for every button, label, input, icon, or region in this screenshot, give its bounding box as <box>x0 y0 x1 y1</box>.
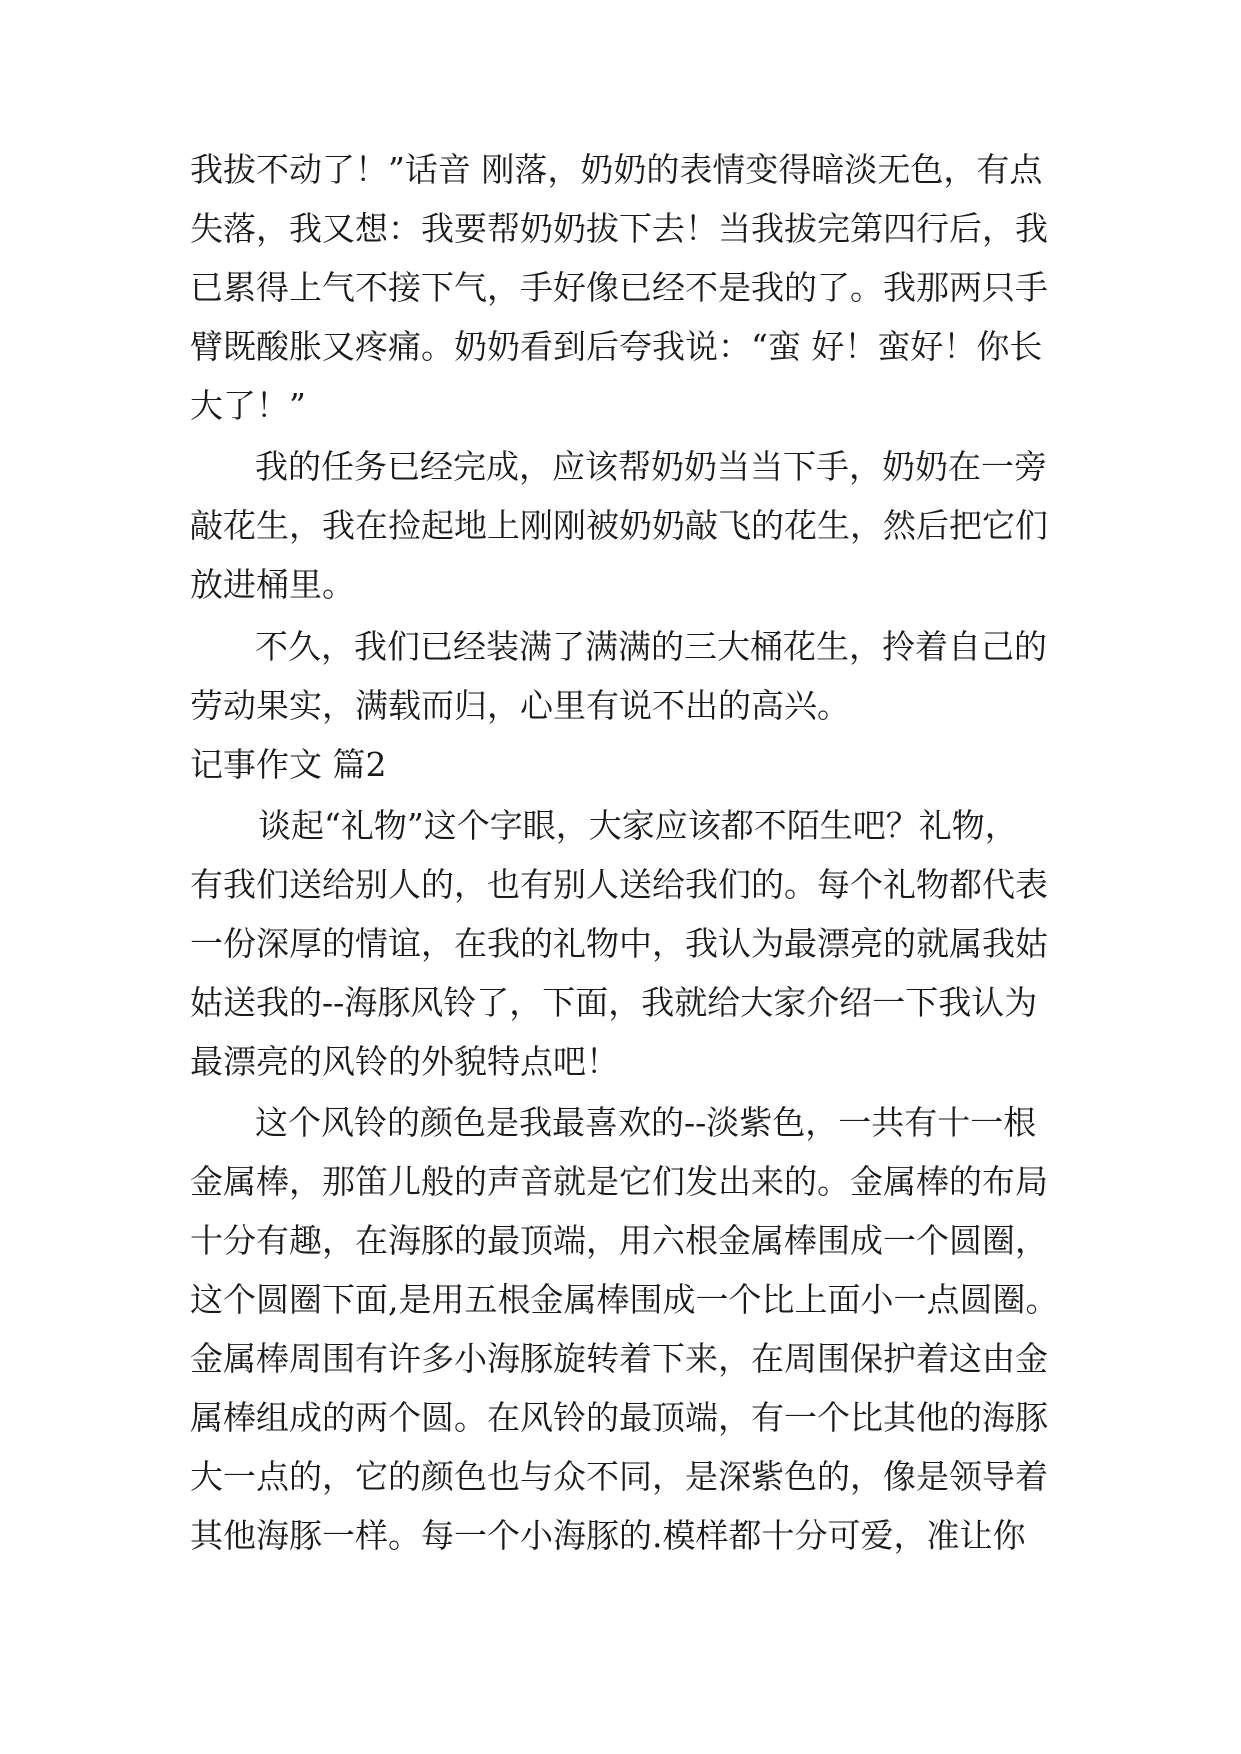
text-line: 臂既酸胀又疼痛。奶奶看到后夸我说：“蛮 好！蛮好！你长 <box>190 327 1043 366</box>
text-line: 最漂亮的风铃的外貌特点吧！ <box>190 1042 619 1081</box>
text-line: 一份深厚的情谊，在我的礼物中，我认为最漂亮的就属我姑 <box>190 924 1048 963</box>
text-line: 我的任务已经完成，应该帮奶奶当当下手，奶奶在一旁 <box>255 447 1047 486</box>
text-line: 已累得上气不接下气，手好像已经不是我的了。我那两只手 <box>190 268 1048 307</box>
text-line: 这个风铃的颜色是我最喜欢的--淡紫色，一共有十一根 <box>255 1103 1037 1142</box>
text-line: 大了！” <box>190 386 306 425</box>
text-line: 放进桶里。 <box>190 565 355 604</box>
text-line: 谈起“礼物”这个字眼，大家应该都不陌生吧？礼物， <box>258 806 1018 845</box>
text-line: 劳动果实，满载而归，心里有说不出的高兴。 <box>190 686 850 725</box>
text-line: 其他海豚一样。每一个小海豚的.模样都十分可爱，准让你 <box>190 1516 1026 1555</box>
text-line: 金属棒，那笛儿般的声音就是它们发出来的。金属棒的布局 <box>190 1162 1048 1201</box>
text-line: 失落，我又想：我要帮奶奶拔下去！当我拔完第四行后，我 <box>190 209 1048 248</box>
text-line: 金属棒周围有许多小海豚旋转着下来，在周围保护着这由金 <box>190 1339 1048 1378</box>
text-line: 敲花生，我在捡起地上刚刚被奶奶敲飞的花生，然后把它们 <box>190 506 1048 545</box>
text-line: 我拔不动了！”话音 刚落，奶奶的表情变得暗淡无色，有点 <box>190 150 1043 189</box>
text-line: 大一点的，它的颜色也与众不同，是深紫色的，像是领导着 <box>190 1457 1048 1496</box>
text-line: 姑送我的--海豚风铃了，下面，我就给大家介绍一下我认为 <box>190 983 1038 1022</box>
text-line: 这个圆圈下面,是用五根金属棒围成一个比上面小一点圆圈。 <box>190 1280 1059 1319</box>
text-line: 有我们送给别人的，也有别人送给我们的。每个礼物都代表 <box>190 865 1048 904</box>
section-heading: 记事作文 篇2 <box>190 745 387 784</box>
text-line: 十分有趣，在海豚的最顶端，用六根金属棒围成一个圆圈， <box>190 1221 1048 1260</box>
text-line: 属棒组成的两个圆。在风铃的最顶端，有一个比其他的海豚 <box>190 1398 1048 1437</box>
text-line: 不久，我们已经装满了满满的三大桶花生，拎着自己的 <box>255 627 1047 666</box>
